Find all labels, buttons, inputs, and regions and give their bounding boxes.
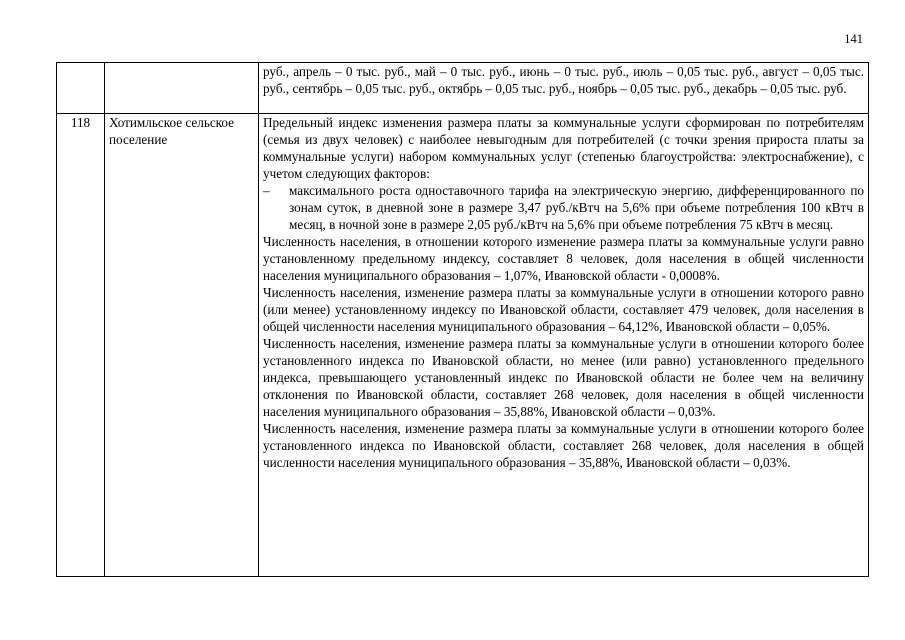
population-paragraph-1: Численность населения, в отношении которого изменение размера платы за коммунальные услуги равно установленному предельному индексу, составляет 8 человек, доля населения в общей численности населения муниципального образования – 1,07%, Ивановской области - 0,0008%. (263, 234, 864, 283)
bullet-dash: – (263, 183, 270, 198)
population-paragraph-2: Численность населения, изменение размера платы за коммунальные услуги в отношении которого равно (или менее) установленному индексу по Ивановской области, составляет 479 человек, доля населения в общей численности населения муниципального образования – 64,12%, Ивановской области – 0,05%. (263, 285, 864, 334)
continuation-text: руб., апрель – 0 тыс. руб., май – 0 тыс. руб., июнь – 0 тыс. руб., июль – 0,05 тыс. руб., август – 0,05 тыс. руб., сентябрь – 0,05 тыс. руб., октябрь – 0,05 тыс. руб., ноябрь – 0,05 тыс. руб., декабрь – 0,05 тыс. руб. (263, 64, 864, 96)
bullet-item (263, 182, 864, 233)
description-cell (259, 63, 869, 114)
row-number-cell (57, 63, 105, 114)
table-row (57, 114, 869, 577)
row-number-cell: 118 (57, 114, 105, 577)
page-number: 141 (844, 32, 863, 46)
population-paragraph-4: Численность населения, изменение размера платы за коммунальные услуги в отношении которого более установленного индекса по Ивановской области, составляет 268 человек, доля населения в общей численности населения муниципального образования – 35,88%, Ивановской области – 0,03%. (263, 421, 864, 470)
municipality-name-cell (105, 63, 259, 114)
table-row (57, 63, 869, 114)
municipality-name-cell: Хотимльское сельское поселение (105, 114, 259, 577)
intro-paragraph: Предельный индекс изменения размера платы за коммунальные услуги сформирован по потребителям (семья из двух человек) с наиболее невыгодным для потребителей (с точки зрения прироста платы за коммунальные услуги) набором коммунальных услуг (степенью благоустройства: электроснабжение), с учетом следующих факторов: (263, 115, 864, 181)
document-table (56, 62, 869, 577)
description-cell (259, 114, 869, 577)
bullet-text: максимального роста одноставочного тарифа на электрическую энергию, дифференцированного по зонам суток, в дневной зоне в размере 3,47 руб./кВтч на 5,6% при объеме потребления 100 кВтч в месяц, в ночной зоне в размере 2,05 руб./кВтч на 5,6% при объеме потребления 75 кВтч в месяц. (289, 183, 864, 232)
population-paragraph-3: Численность населения, изменение размера платы за коммунальные услуги в отношении которого более установленного индекса по Ивановской области, но менее (или равно) установленного предельного индекса, превышающего установленный индекс по Ивановской области не более чем на величину отклонения по Ивановской области, составляет 268 человек, доля населения в общей численности населения муниципального образования – 35,88%, Ивановской области – 0,03%. (263, 336, 864, 419)
